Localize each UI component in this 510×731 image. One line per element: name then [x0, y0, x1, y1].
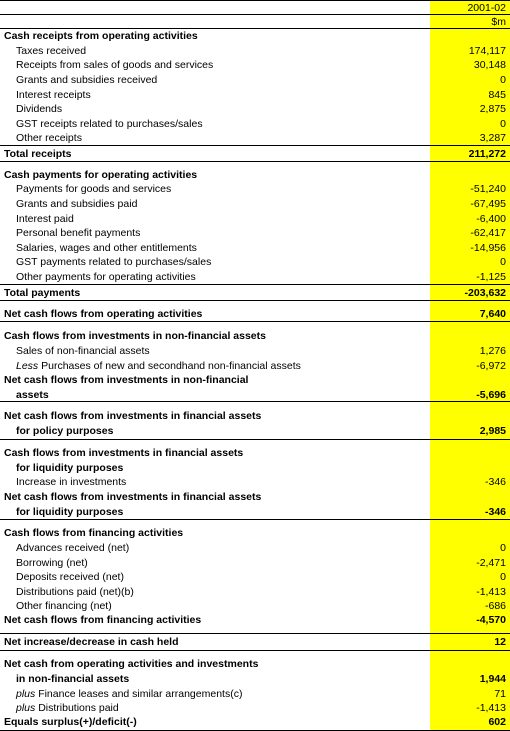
divider-line	[0, 650, 510, 651]
row-label	[16, 600, 112, 612]
row-value: 0	[500, 118, 506, 130]
unit-header: $m	[491, 16, 506, 28]
row-value: 1,944	[479, 673, 506, 685]
row-label	[16, 103, 62, 115]
row-label-text: Purchases of new and secondhand non-financial assets	[41, 360, 301, 372]
row-label-text: Distributions paid	[38, 702, 119, 714]
row-value: -346	[484, 476, 506, 488]
row-value: 12	[494, 636, 506, 648]
row-label-text: for policy purposes	[16, 425, 114, 437]
row-label-text: Sales of non-financial assets	[16, 345, 150, 357]
row-label-text: Advances received (net)	[16, 542, 130, 554]
row-value: -62,417	[470, 227, 506, 239]
row-value: -6,972	[476, 360, 506, 372]
row-label-text: Grants and subsidies paid	[16, 198, 138, 210]
row-label-text: Receipts from sales of goods and services	[16, 59, 214, 71]
row-value: -203,632	[464, 287, 506, 299]
row-label-text: Net cash flows from investments in financial assets	[4, 410, 262, 422]
row-label-text: Net cash from operating activities and investments	[4, 658, 259, 670]
row-label	[16, 118, 203, 130]
row-value: 30,148	[473, 59, 506, 71]
row-label	[16, 345, 150, 357]
divider-line	[0, 519, 510, 520]
divider-line	[0, 0, 510, 1]
row-label-text: Taxes received	[16, 45, 87, 57]
row-label	[16, 571, 124, 583]
row-label	[4, 491, 261, 503]
row-value: 211,272	[468, 148, 506, 160]
row-label	[16, 557, 88, 569]
row-label-text: Other receipts	[16, 132, 82, 144]
row-value: 3,287	[479, 132, 506, 144]
row-label	[16, 89, 91, 101]
row-label	[4, 287, 80, 299]
row-label	[16, 673, 129, 685]
row-label	[16, 256, 211, 268]
row-value: 174,117	[468, 45, 506, 57]
row-value: 2,985	[479, 425, 506, 437]
row-label-text: Net cash flows from investments in non-financial	[4, 374, 249, 386]
row-value: -2,471	[476, 557, 506, 569]
row-value: 0	[500, 74, 506, 86]
row-label-text: Borrowing (net)	[16, 557, 88, 569]
row-prefix: plus	[16, 688, 39, 700]
row-label	[16, 183, 171, 195]
row-value: -14,956	[470, 242, 506, 254]
row-label	[4, 447, 243, 459]
row-value: 7,640	[479, 308, 506, 320]
row-label	[16, 45, 86, 57]
row-label-text: for liquidity purposes	[16, 462, 124, 474]
row-value: -4,570	[476, 614, 506, 626]
row-label	[4, 330, 266, 342]
row-label-text: Cash flows from investments in non-financial assets	[4, 330, 266, 342]
row-label	[4, 30, 198, 42]
row-label	[16, 476, 126, 488]
row-label-text: GST receipts related to purchases/sales	[16, 118, 203, 130]
row-label	[16, 242, 197, 254]
row-label-text: Total receipts	[4, 148, 72, 160]
row-value: 0	[500, 542, 506, 554]
row-label-text: Other payments for operating activities	[16, 271, 196, 283]
row-label-text: for liquidity purposes	[16, 506, 124, 518]
row-label	[16, 586, 134, 598]
divider-line	[0, 14, 510, 15]
divider-line	[0, 28, 510, 29]
row-label	[16, 271, 196, 283]
row-label	[4, 410, 261, 422]
row-value: 602	[488, 716, 506, 728]
row-label	[4, 527, 183, 539]
row-label-text: Interest paid	[16, 213, 74, 225]
row-value: -51,240	[470, 183, 506, 195]
row-label	[16, 132, 82, 144]
divider-line	[0, 633, 510, 634]
row-label-text: Net cash flows from operating activities	[4, 308, 203, 320]
row-label-text: Cash receipts from operating activities	[4, 30, 198, 42]
row-value: -5,696	[476, 389, 506, 401]
row-label	[16, 198, 137, 210]
row-label-text: Cash flows from financing activities	[4, 527, 184, 539]
row-value: -346	[484, 506, 506, 518]
row-label-text: Grants and subsidies received	[16, 74, 158, 86]
row-value: -1,413	[476, 702, 506, 714]
divider-line	[0, 161, 510, 162]
row-label	[4, 716, 137, 728]
year-header: 2001-02	[467, 2, 506, 14]
row-label-text: Other financing (net)	[16, 600, 112, 612]
row-label-text: Dividends	[16, 103, 63, 115]
divider-line	[0, 145, 510, 146]
row-value: -1,413	[476, 586, 506, 598]
row-label-text: Increase in investments	[16, 476, 127, 488]
row-label	[16, 688, 242, 700]
divider-line	[0, 321, 510, 322]
row-label-text: Net increase/decrease in cash held	[4, 636, 179, 648]
divider-line	[0, 401, 510, 402]
row-value: -67,495	[470, 198, 506, 210]
row-label-text: Equals surplus(+)/deficit(-)	[4, 716, 137, 728]
row-value: -686	[484, 600, 506, 612]
row-value: -1,125	[476, 271, 506, 283]
row-value: 0	[500, 256, 506, 268]
row-label-text: Net cash flows from investments in financial assets	[4, 491, 262, 503]
row-label-text: Deposits received (net)	[16, 571, 124, 583]
row-label-text: Finance leases and similar arrangements(c)	[38, 688, 243, 700]
row-label	[16, 74, 157, 86]
row-label	[4, 614, 201, 626]
row-value: 71	[494, 688, 506, 700]
row-label	[4, 658, 258, 670]
row-label-text: Cash flows from investments in financial assets	[4, 447, 244, 459]
row-label-text: Personal benefit payments	[16, 227, 141, 239]
row-label	[16, 213, 74, 225]
row-label	[16, 360, 301, 372]
divider-line	[0, 300, 510, 301]
row-label	[4, 636, 179, 648]
row-label	[16, 389, 49, 401]
row-label-text: Payments for goods and services	[16, 183, 172, 195]
row-value: 1,276	[479, 345, 506, 357]
row-value: 2,875	[479, 103, 506, 115]
row-label-text: Cash payments for operating activities	[4, 169, 198, 181]
row-label	[16, 227, 140, 239]
row-label	[16, 425, 113, 437]
row-value: 0	[500, 571, 506, 583]
row-label-text: Distributions paid (net)(b)	[16, 586, 134, 598]
row-label-text: assets	[16, 389, 49, 401]
row-label	[16, 506, 123, 518]
row-label-text: Net cash flows from financing activities	[4, 614, 202, 626]
row-label	[4, 148, 72, 160]
row-label	[16, 59, 213, 71]
row-label	[4, 374, 248, 386]
row-value: 845	[488, 89, 506, 101]
row-label-text: GST payments related to purchases/sales	[16, 256, 212, 268]
row-label-text: Interest receipts	[16, 89, 91, 101]
row-value: -6,400	[476, 213, 506, 225]
row-label	[16, 542, 129, 554]
row-prefix: plus	[16, 702, 39, 714]
row-label	[4, 308, 202, 320]
divider-line	[0, 439, 510, 440]
row-label	[16, 462, 123, 474]
row-label-text: in non-financial assets	[16, 673, 130, 685]
row-prefix: Less	[16, 360, 42, 372]
row-label-text: Total payments	[4, 287, 81, 299]
row-label-text: Salaries, wages and other entitlements	[16, 242, 197, 254]
row-label	[16, 702, 119, 714]
divider-line	[0, 284, 510, 285]
row-label	[4, 169, 197, 181]
